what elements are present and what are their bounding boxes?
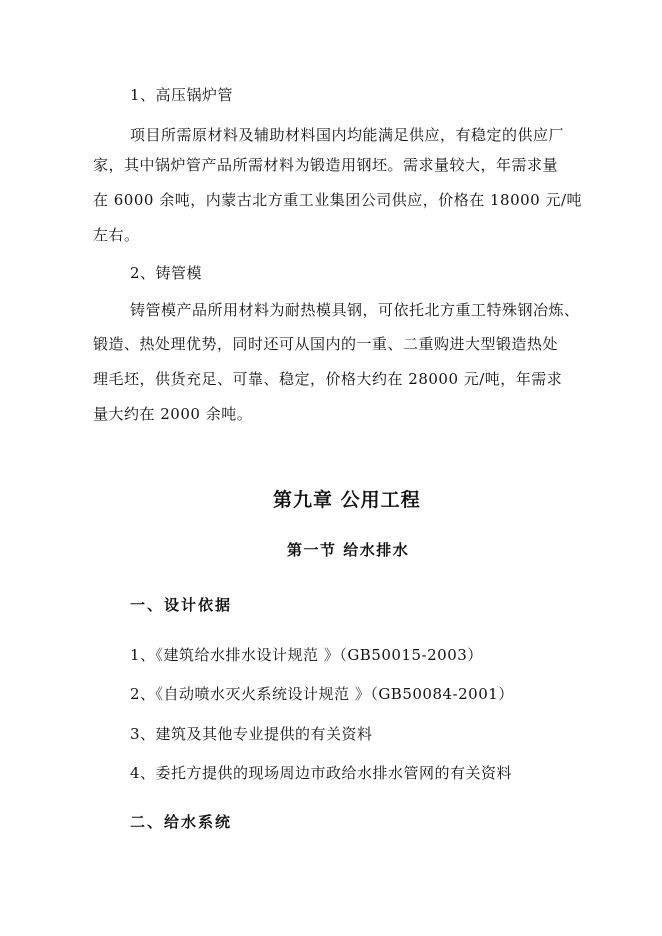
- paragraph-line: 锻造、热处理优势，同时还可从国内的一重、二重购进大型锻造热处: [93, 335, 559, 353]
- item-heading-boiler-tube: 1、高压锅炉管: [130, 86, 234, 104]
- paragraph-line: 家，其中锅炉管产品所需材料为锻造用钢坯。需求量较大，年需求量: [93, 156, 559, 174]
- water-supply-heading: 二、给水系统: [130, 813, 233, 831]
- section-title: 第一节 给水排水: [287, 541, 410, 559]
- paragraph-line: 在 6000 余吨，内蒙古北方重工业集团公司供应，价格在 18000 元/吨: [93, 191, 583, 209]
- paragraph-line: 理毛坯，供货充足、可靠、稳定，价格大约在 28000 元/吨，年需求: [93, 370, 563, 388]
- paragraph-line: 左右。: [93, 226, 140, 244]
- design-basis-heading: 一、设计依据: [130, 596, 233, 614]
- design-basis-item: 1、《建筑给水排水设计规范 》（GB50015-2003）: [130, 646, 483, 664]
- item-heading-pipe-mold: 2、铸管模: [130, 264, 203, 282]
- design-basis-item: 4、委托方提供的现场周边市政给水排水管网的有关资料: [130, 764, 513, 782]
- chapter-title: 第九章 公用工程: [273, 489, 421, 511]
- paragraph-line: 量大约在 2000 余吨。: [93, 405, 253, 423]
- design-basis-item: 3、建筑及其他专业提供的有关资料: [130, 725, 373, 743]
- paragraph-line: 铸管模产品所用材料为耐热模具钢，可依托北方重工特殊钢冶炼、: [130, 301, 580, 319]
- paragraph-line: 项目所需原材料及辅助材料国内均能满足供应，有稳定的供应厂: [130, 126, 565, 144]
- design-basis-item: 2、《自动喷水灭火系统设计规范 》（GB50084-2001）: [130, 685, 514, 703]
